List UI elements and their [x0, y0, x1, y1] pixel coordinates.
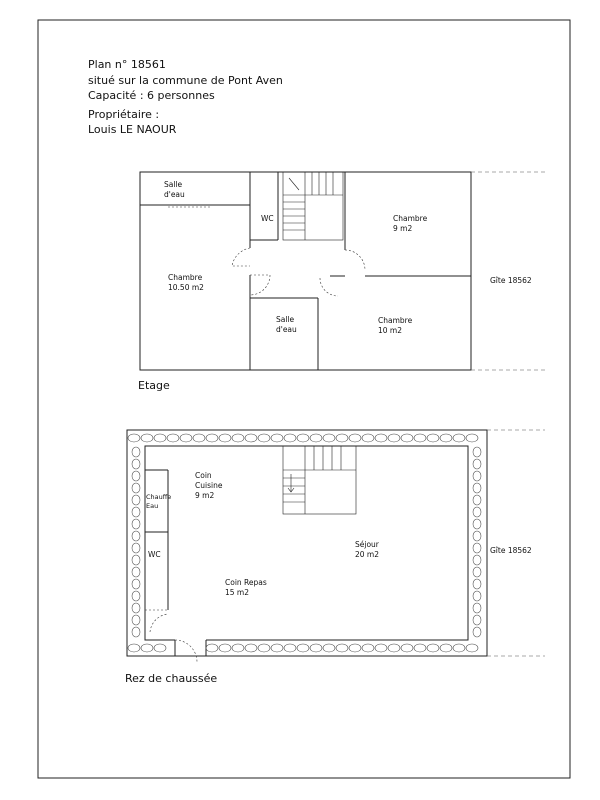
wall-stone — [336, 434, 348, 442]
room-chambre-9-line1: Chambre — [393, 214, 428, 223]
plan-number: Plan n° 18561 — [88, 58, 166, 71]
plan-header — [88, 58, 283, 136]
wall-stone — [141, 434, 153, 442]
wall-stone — [473, 471, 481, 481]
wall-stone — [132, 615, 140, 625]
wall-stone — [323, 434, 335, 442]
wall-stone — [132, 567, 140, 577]
wall-stone — [132, 579, 140, 589]
room-coin-repas-line2: 15 m2 — [225, 588, 250, 597]
wall-stone — [427, 644, 439, 652]
door-chambre-1050 — [232, 248, 250, 266]
wall-stone — [349, 644, 361, 652]
wall-stone — [473, 495, 481, 505]
wall-stone — [323, 644, 335, 652]
wall-stone — [473, 543, 481, 553]
wall-stone — [167, 434, 179, 442]
room-coin-repas-line1: Coin Repas — [225, 578, 267, 587]
room-salle-eau-2-line2: d'eau — [276, 325, 297, 334]
wall-stone — [193, 434, 205, 442]
wall-stone — [440, 644, 452, 652]
neighbor-label-ground: Gîte 18562 — [490, 546, 532, 555]
wall-stone — [427, 434, 439, 442]
wall-stone — [284, 644, 296, 652]
wall-stone — [466, 644, 478, 652]
stone-wall-pattern — [128, 434, 481, 652]
wall-stone — [132, 459, 140, 469]
wall-stone — [473, 627, 481, 637]
wall-stone — [245, 644, 257, 652]
wall-stone — [232, 644, 244, 652]
wall-stone — [473, 603, 481, 613]
room-wc-upper: WC — [261, 214, 274, 223]
door-chambre-9 — [345, 250, 365, 270]
room-chambre-1050-line1: Chambre — [168, 273, 203, 282]
wall-stone — [310, 434, 322, 442]
wall-stone — [473, 579, 481, 589]
entrance-door-swing — [175, 640, 197, 662]
wall-stone — [414, 644, 426, 652]
wall-stone — [473, 519, 481, 529]
wall-stone — [132, 627, 140, 637]
wall-stone — [154, 434, 166, 442]
wall-stone — [141, 644, 153, 652]
wall-stone — [206, 434, 218, 442]
wall-stone — [473, 615, 481, 625]
wall-stone — [284, 434, 296, 442]
wall-stone — [154, 644, 166, 652]
room-salle-eau-1-line2: d'eau — [164, 190, 185, 199]
wall-stone — [362, 644, 374, 652]
wall-stone — [466, 434, 478, 442]
wall-stone — [473, 531, 481, 541]
wall-stone — [245, 434, 257, 442]
room-salle-eau-1-line1: Salle — [164, 180, 183, 189]
wall-stone — [132, 483, 140, 493]
wall-stone — [128, 644, 140, 652]
wall-stone — [310, 644, 322, 652]
room-sejour-line2: 20 m2 — [355, 550, 380, 559]
wall-stone — [473, 507, 481, 517]
wall-stone — [336, 644, 348, 652]
stair-upper — [283, 172, 343, 240]
upper-floor-outline — [140, 172, 471, 370]
wall-stone — [132, 591, 140, 601]
wall-stone — [297, 434, 309, 442]
ground-floor-inner-wall — [145, 446, 468, 640]
wall-stone — [473, 459, 481, 469]
upper-floor-title: Etage — [138, 379, 170, 392]
wall-stone — [132, 531, 140, 541]
ground-floor-outer-wall — [127, 430, 487, 656]
upper-floor-plan — [140, 172, 545, 370]
wall-stone — [473, 555, 481, 565]
wall-stone — [180, 434, 192, 442]
wall-stone — [473, 447, 481, 457]
door-wc-ground — [145, 610, 168, 632]
wall-stone — [297, 644, 309, 652]
wall-stone — [440, 434, 452, 442]
wall-stone — [349, 434, 361, 442]
wall-stone — [453, 644, 465, 652]
wall-stone — [473, 591, 481, 601]
wall-stone — [362, 434, 374, 442]
room-chauffe-eau-line2: Eau — [146, 502, 159, 510]
wall-stone — [132, 471, 140, 481]
wall-stone — [271, 644, 283, 652]
room-chauffe-eau-line1: Chauffe — [146, 493, 172, 501]
wall-stone — [401, 434, 413, 442]
room-chambre-1050-line2: 10.50 m2 — [168, 283, 204, 292]
owner-label: Propriétaire : — [88, 108, 160, 121]
wall-stone — [132, 543, 140, 553]
wall-stone — [401, 644, 413, 652]
owner-name: Louis LE NAOUR — [88, 123, 177, 136]
room-wc-ground: WC — [148, 550, 161, 559]
wall-stone — [473, 483, 481, 493]
room-coin-cuisine-line1: Coin — [195, 471, 212, 480]
room-chambre-9-line2: 9 m2 — [393, 224, 413, 233]
stair-ground-frame — [283, 446, 356, 514]
wall-stone — [375, 644, 387, 652]
door-chambre-10 — [320, 278, 338, 296]
wall-stone — [271, 434, 283, 442]
plan-location: situé sur la commune de Pont Aven — [88, 74, 283, 87]
room-chambre-10-line1: Chambre — [378, 316, 413, 325]
wall-stone — [132, 603, 140, 613]
room-sejour-line1: Séjour — [355, 540, 379, 549]
wall-stone — [258, 644, 270, 652]
room-salle-eau-2-line1: Salle — [276, 315, 295, 324]
wall-stone — [473, 567, 481, 577]
wall-stone — [132, 495, 140, 505]
neighbor-label-upper: Gîte 18562 — [490, 276, 532, 285]
wall-stone — [258, 434, 270, 442]
wall-stone — [219, 644, 231, 652]
wall-stone — [375, 434, 387, 442]
room-coin-cuisine-line2: Cuisine — [195, 481, 223, 490]
ground-floor-plan — [127, 430, 545, 662]
wall-stone — [219, 434, 231, 442]
wall-stone — [414, 434, 426, 442]
wall-stone — [132, 507, 140, 517]
wall-stone — [453, 434, 465, 442]
door-salle-eau-2 — [250, 275, 270, 295]
room-coin-cuisine-line3: 9 m2 — [195, 491, 215, 500]
plan-capacity: Capacité : 6 personnes — [88, 89, 215, 102]
wall-stone — [132, 447, 140, 457]
wall-stone — [232, 434, 244, 442]
wall-stone — [128, 434, 140, 442]
wall-stone — [388, 644, 400, 652]
wall-stone — [132, 519, 140, 529]
stair-ground — [283, 446, 356, 514]
room-chambre-10-line2: 10 m2 — [378, 326, 403, 335]
wall-stone — [132, 555, 140, 565]
wall-stone — [388, 434, 400, 442]
ground-floor-title: Rez de chaussée — [125, 672, 218, 685]
wall-stone — [206, 644, 218, 652]
